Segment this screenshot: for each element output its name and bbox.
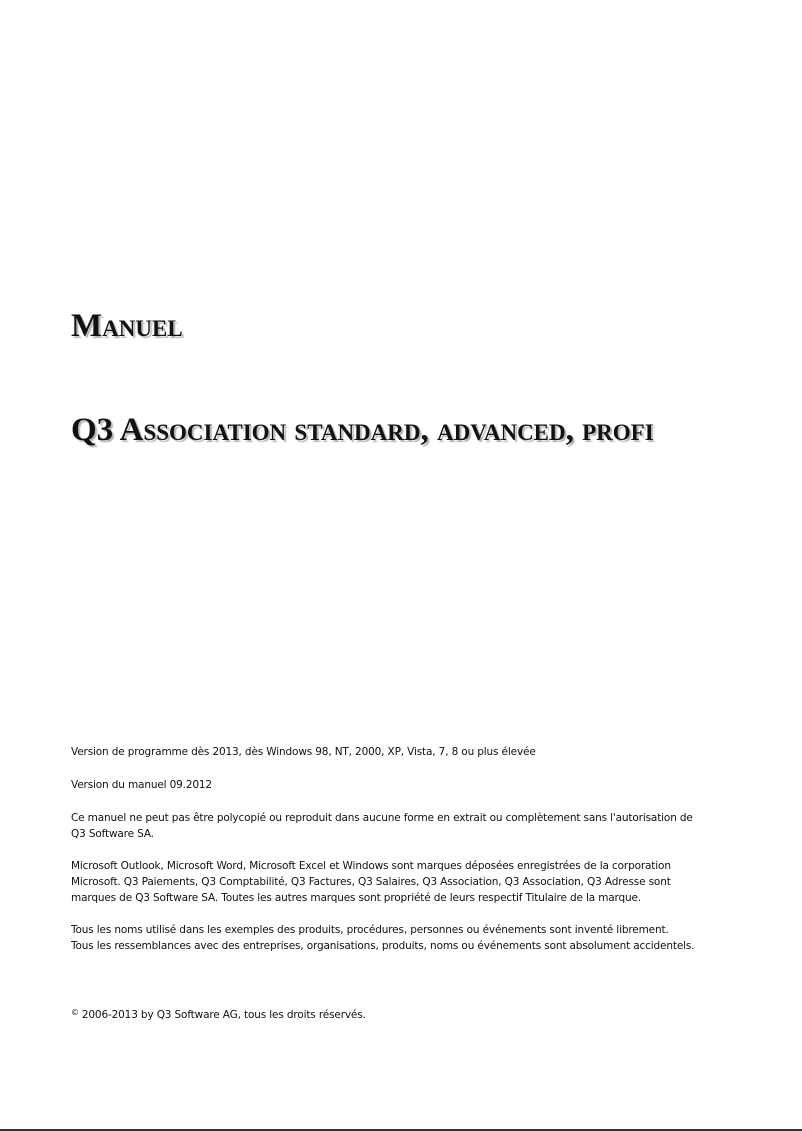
reproduction-notice-line: Q3 Software SA. xyxy=(71,828,154,840)
copyright-text: 2006-2013 by Q3 Software AG, tous les droits réservés. xyxy=(81,1009,366,1021)
fictional-names-line: Tous les noms utilisé dans les exemples des produits, procédures, personnes ou événements sont inventé librement. xyxy=(71,924,669,936)
reproduction-notice xyxy=(71,810,751,842)
manual-version-text: Version du manuel 09.2012 xyxy=(71,779,212,791)
program-version-text: Version de programme dès 2013, dès Windows 98, NT, 2000, XP, Vista, 7, 8 ou plus élevée xyxy=(71,746,536,758)
copyright-line xyxy=(71,1005,751,1023)
trademarks-notice xyxy=(71,858,751,906)
document-title: Manuel xyxy=(71,308,183,344)
fictional-names-line: Tous les ressemblances avec des entreprises, organisations, produits, noms ou événements sont absolument accidentels. xyxy=(71,940,695,952)
document-subtitle: Q3 Association standard, advanced, profi xyxy=(71,412,654,448)
copyright-icon: © xyxy=(71,1008,79,1017)
fictional-names-notice xyxy=(71,922,751,954)
trademarks-notice-line: Microsoft. Q3 Paiements, Q3 Comptabilité, Q3 Factures, Q3 Salaires, Q3 Association, Q3 Association, Q3 Adresse sont xyxy=(71,876,671,888)
trademarks-notice-line: Microsoft Outlook, Microsoft Word, Microsoft Excel et Windows sont marques déposées enregistrées de la corporation xyxy=(71,860,671,872)
reproduction-notice-line: Ce manuel ne peut pas être polycopié ou reproduit dans aucune forme en extrait ou complètement sans l'autorisation de xyxy=(71,812,693,824)
trademarks-notice-line: marques de Q3 Software SA. Toutes les autres marques sont propriété de leurs respectif Titulaire de la marque. xyxy=(71,892,642,904)
